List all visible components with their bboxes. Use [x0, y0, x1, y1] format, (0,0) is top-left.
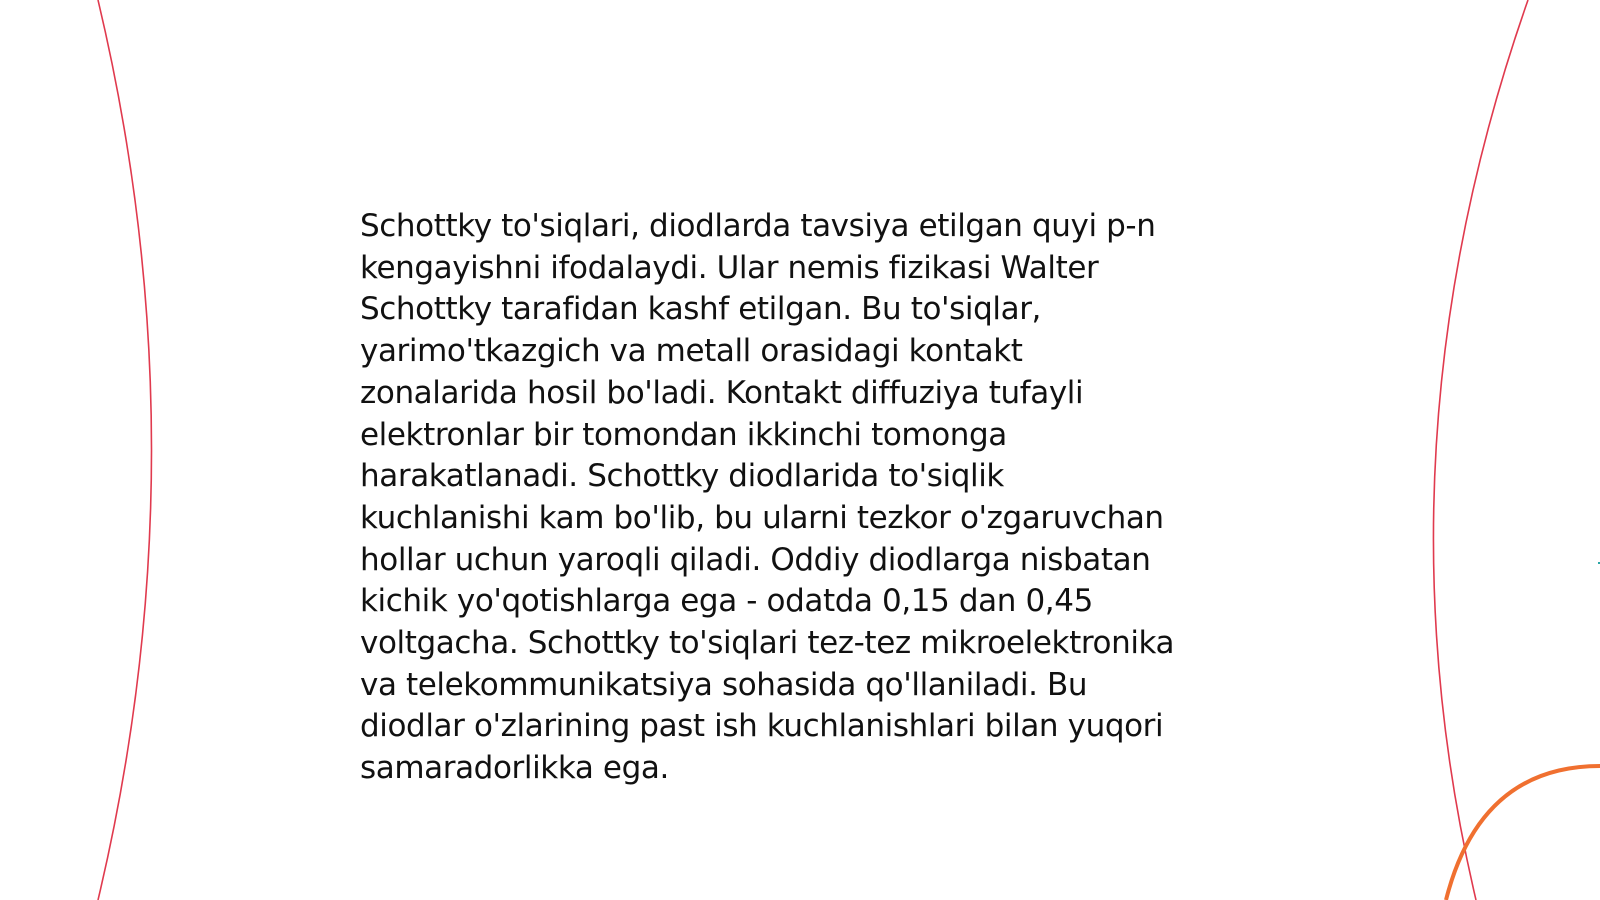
- paragraph-line: voltgacha. Schottky to'siqlari tez-tez mikroelektronika: [360, 625, 1175, 662]
- body-paragraph: [360, 206, 1240, 790]
- paragraph-line: kichik yo'qotishlarga ega - odatda 0,15 dan 0,45: [360, 583, 1093, 620]
- paragraph-line: va telekommunikatsiya sohasida qo'llaniladi. Bu: [360, 666, 1088, 703]
- paragraph-line: samaradorlikka ega.: [360, 750, 669, 787]
- left-decor-curve: [98, 0, 152, 900]
- paragraph-line: Schottky to'siqlari, diodlarda tavsiya etilgan quyi p-n: [360, 208, 1156, 244]
- paragraph-line: yarimo'tkazgich va metall orasidagi kontakt: [360, 333, 1023, 370]
- paragraph-line: Schottky tarafidan kashf etilgan. Bu to'siqlar,: [360, 291, 1042, 328]
- orange-arc-decor: [1446, 766, 1600, 900]
- paragraph-line: zonalarida hosil bo'ladi. Kontakt diffuziya tufayli: [360, 374, 1084, 411]
- paragraph-line: harakatlanadi. Schottky diodlarida to'siqlik: [360, 458, 1004, 495]
- paragraph-line: elektronlar bir tomondan ikkinchi tomonga: [360, 416, 1007, 453]
- paragraph-line: hollar uchun yaroqli qiladi. Oddiy diodlarga nisbatan: [360, 541, 1151, 578]
- paragraph-line: kuchlanishi kam bo'lib, bu ularni tezkor o'zgaruvchan: [360, 499, 1164, 536]
- paragraph-line: kengayishni ifodalaydi. Ular nemis fizikasi Walter: [360, 249, 1099, 286]
- paragraph-line: diodlar o'zlarining past ish kuchlanishlari bilan yuqori: [360, 708, 1164, 745]
- right-decor-curve: [1433, 0, 1528, 900]
